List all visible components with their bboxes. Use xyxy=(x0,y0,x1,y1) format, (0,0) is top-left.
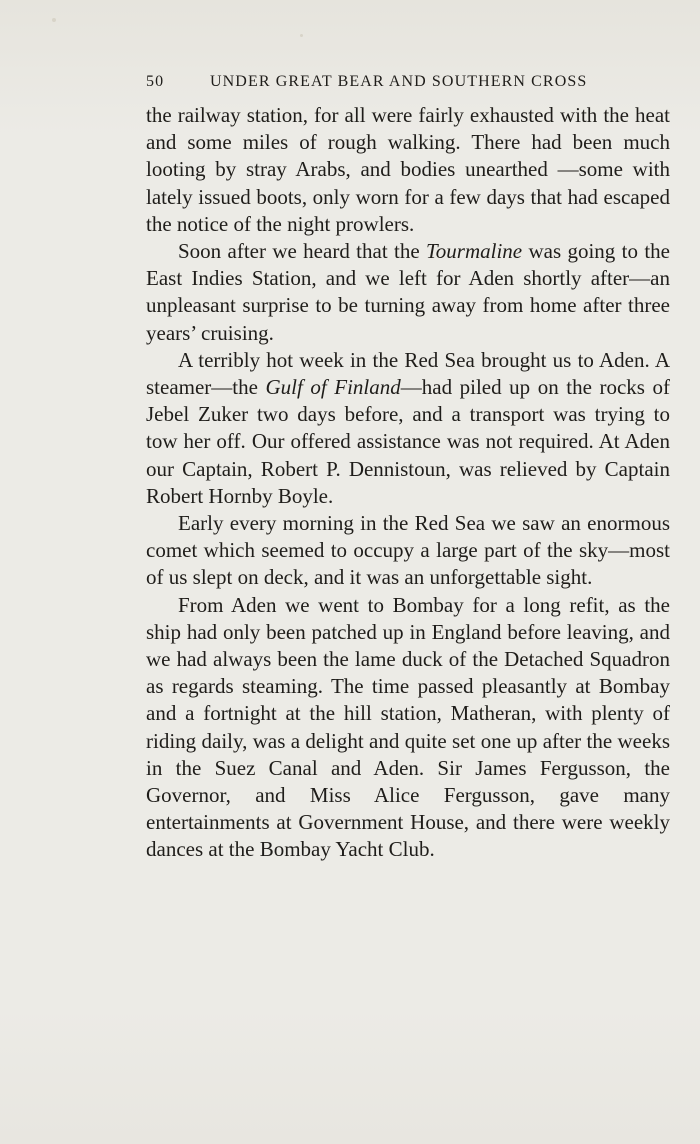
paragraph xyxy=(146,102,670,238)
text-run: was going to the East Indies Station, and we left for Aden shortly after—an unpleasant surprise to be turning away from home after three years’ cruising. xyxy=(146,239,670,345)
paragraph xyxy=(146,347,670,510)
text-run: the railway station, for all were fairly exhausted with the heat and some miles of rough walking. There had been much looting by stray Arabs, and bodies unearthed —some with lately issued boots, only worn for a few days that had escaped the notice of the night prowlers. xyxy=(146,103,670,236)
running-head: UNDER GREAT BEAR AND SOUTHERN CROSS xyxy=(210,73,588,90)
paper-spot xyxy=(300,34,303,37)
text-run: Early every morning in the Red Sea we saw an enormous comet which seemed to occupy a large part of the sky—most of us slept on deck, and it was an unforgettable sight. xyxy=(146,511,670,590)
page-number: 50 xyxy=(146,73,165,90)
text-run: Soon after we heard that the xyxy=(178,239,427,264)
text-run: —had piled up on the rocks of Jebel Zuker two days before, and a transport was trying to tow her off. Our offered assistance was not required. At Aden our Captain, Robert P. Dennistoun, was relieved by Captain Robert Hornby Boyle. xyxy=(146,375,670,508)
italic-title: Tourmaline xyxy=(426,239,523,264)
italic-title: Gulf of Finland xyxy=(265,375,401,400)
page-header xyxy=(146,70,602,94)
paragraph xyxy=(146,510,670,592)
text-run: From Aden we went to Bombay for a long refit, as the ship had only been patched up in England before leaving, and we had always been the lame duck of the Detached Squadron as regards steaming. The time passed pleasantly at Bombay and a fortnight at the hill station, Matheran, with plenty of riding daily, was a delight and quite set one up after the weeks in the Suez Canal and Aden. Sir James Fergusson, the Governor, and Miss Alice Fergusson, gave many entertainments at Government House, and there were weekly dances at the Bombay Yacht Club. xyxy=(146,592,670,862)
body-text xyxy=(146,102,670,864)
paragraph xyxy=(146,238,670,347)
text-run: A terribly hot week in the Red Sea brought us to Aden. A steamer—the xyxy=(146,347,670,400)
paragraph xyxy=(146,592,670,864)
paper-spot xyxy=(52,18,56,22)
